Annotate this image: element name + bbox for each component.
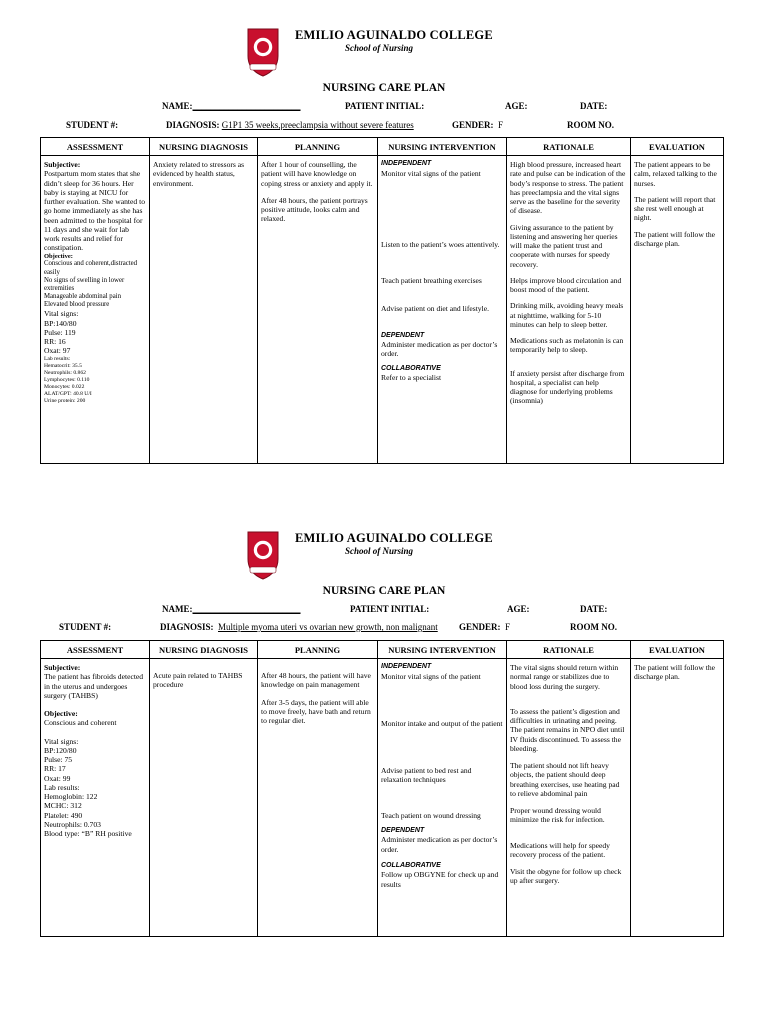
- intervention-item: Follow up OBGYNE for check up and results: [381, 870, 499, 889]
- subjective-text: Postpartum mom states that she didn’t sleep for 36 hours. Her baby is staying at NICU for further evaluation. She wanted to go home immediately as she has been admitted to the hospital for 11 days and she wait for lab work results and relief for constipation.: [44, 169, 146, 253]
- lab-line: ALAT/GPT: 40.8 U/I: [44, 390, 92, 397]
- lab-line: Lab results:: [44, 355, 71, 362]
- planning-cell: [258, 659, 378, 937]
- evaluation-item: The patient appears to be calm, relaxed talking to the nurses.: [634, 160, 717, 188]
- student-label: STUDENT #:: [66, 120, 119, 130]
- vital-line: Vital signs:: [44, 736, 79, 746]
- student-label: STUDENT #:: [59, 622, 112, 632]
- patient-initial-label: PATIENT INITIAL:: [345, 101, 425, 111]
- rationale-item: To assess the patient’s digestion and difficulties in urinating and peeing. The patient remains in NPO diet until IV fluids discontinued. To assess the bleeding.: [510, 706, 625, 753]
- rationale-item: High blood pressure, increased heart rate and pulse can be indication of the body’s response to stress. The patient has preeclampsia and the vital signs serve as the baseline for the severity of disease.: [510, 160, 626, 216]
- nursing-diagnosis-text: Anxiety related to stressors as evidenced by health status, environment.: [153, 160, 245, 188]
- rationale-item: Drinking milk, avoiding heavy meals at nighttime, walking for 5-10 minutes can help to sleep better.: [510, 301, 624, 329]
- dependent-label: DEPENDENT: [381, 331, 425, 339]
- header-assessment: ASSESSMENT: [41, 641, 150, 659]
- rationale-item: Proper wound dressing would minimize the risk for infection.: [510, 806, 605, 825]
- objective-line: No signs of swelling in lower extremities: [44, 276, 125, 292]
- objective-label: Objective:: [44, 252, 73, 260]
- vital-line: Vital signs:: [44, 309, 79, 319]
- rationale-item: Helps improve blood circulation and boost mood of the patient.: [510, 275, 622, 294]
- college-seal-logo: [244, 529, 282, 581]
- evaluation-cell: [631, 156, 724, 464]
- plan-title: NURSING CARE PLAN: [322, 585, 446, 597]
- independent-label: INDEPENDENT: [381, 160, 432, 167]
- vital-signs-list: [44, 737, 146, 839]
- care-plan-table: [40, 137, 724, 464]
- school-name: School of Nursing: [345, 43, 414, 53]
- vital-line: Oxat: 97: [44, 346, 71, 356]
- lab-line: Neutrophils: 0.862: [44, 369, 86, 376]
- objective-line: Manageable abdominal pain: [44, 293, 122, 301]
- rationale-item: Giving assurance to the patient by listening and answering her queries will make the patient trust and cooperate with nurses for speedy recovery.: [510, 222, 618, 269]
- dependent-label: DEPENDENT: [381, 826, 425, 834]
- name-field: NAME:________________________: [162, 604, 301, 614]
- intervention-cell: [378, 659, 507, 937]
- lab-line: Monocytes: 0.022: [44, 383, 85, 390]
- evaluation-item: The patient will report that she rest well enough at night.: [634, 194, 716, 223]
- table-body-row: [41, 156, 724, 464]
- independent-label: INDEPENDENT: [381, 663, 432, 670]
- date-label: DATE:: [580, 604, 608, 614]
- gender-field: GENDER: F: [459, 622, 511, 632]
- rationale-item: If anxiety persist after discharge from hospital, a specialist can help diagnose for underlying problems (insomnia): [510, 368, 625, 406]
- vital-line: Platelet: 490: [44, 810, 83, 820]
- planning-item: After 1 hour of counselling, the patient will have knowledge on coping stress or anxiety and apply it.: [261, 160, 373, 188]
- college-seal-logo: [244, 26, 282, 78]
- rationale-item: The vital signs should return within normal range or stabilizes due to blood loss during the surgery.: [510, 663, 619, 691]
- header-assessment: ASSESSMENT: [41, 138, 150, 156]
- room-label: ROOM NO.: [567, 120, 614, 130]
- care-plan-table: [40, 640, 724, 937]
- name-field: NAME:________________________: [162, 101, 301, 111]
- age-label: AGE:: [507, 604, 530, 614]
- header-rationale: RATIONALE: [507, 138, 631, 156]
- subjective-text: The patient has fibroids detected in the uterus and undergoes surgery (TAHBS): [44, 672, 144, 700]
- vital-line: BP:140/80: [44, 318, 77, 328]
- vital-line: BP:120/80: [44, 745, 77, 755]
- intervention-item: Teach patient on wound dressing: [381, 810, 481, 820]
- nursing-diagnosis-cell: [150, 156, 258, 464]
- nursing-diagnosis-text: Acute pain related to TAHBS procedure: [153, 671, 243, 690]
- rationale-item: The patient should not lift heavy objects, the patient should deep breathing exercises, use heating pad to relieve abdominal pain: [510, 761, 620, 798]
- header-rationale: RATIONALE: [507, 641, 631, 659]
- objective-label: Objective:: [44, 709, 78, 718]
- intervention-item: Teach patient breathing exercises: [381, 276, 482, 286]
- objective-line: Conscious and coherent: [44, 718, 117, 728]
- header-nursing-diagnosis: NURSING DIAGNOSIS: [150, 641, 258, 659]
- lab-line: Hematocrit: 35.5: [44, 362, 82, 369]
- vital-line: MCHC: 312: [44, 801, 82, 811]
- intervention-item: Monitor vital signs of the patient: [381, 168, 481, 178]
- subjective-label: Subjective:: [44, 160, 81, 169]
- college-name: EMILIO AGUINALDO COLLEGE: [295, 531, 493, 545]
- diagnosis-field: DIAGNOSIS: G1P1 35 weeks,preeclampsia without severe features: [166, 120, 414, 130]
- header-nursing-intervention: NURSING INTERVENTION: [378, 138, 507, 156]
- vital-line: Pulse: 75: [44, 755, 73, 764]
- intervention-item: Refer to a specialist: [381, 373, 442, 383]
- vital-line: Hemoglobin: 122: [44, 792, 98, 801]
- header-planning: PLANNING: [258, 138, 378, 156]
- header-nursing-diagnosis: NURSING DIAGNOSIS: [150, 138, 258, 156]
- planning-item: After 48 hours, the patient will have knowledge on pain management: [261, 671, 371, 690]
- room-label: ROOM NO.: [570, 622, 617, 632]
- plan-title: NURSING CARE PLAN: [322, 82, 446, 94]
- patient-initial-label: PATIENT INITIAL:: [350, 604, 430, 614]
- gender-field: GENDER: F: [452, 120, 504, 130]
- objective-list: [44, 260, 146, 309]
- assessment-cell: [41, 659, 150, 937]
- vital-line: Pulse: 119: [44, 327, 76, 337]
- planning-item: After 48 hours, the patient portrays positive attitude, looks calm and relaxed.: [261, 195, 368, 224]
- table-header-row: [41, 138, 724, 156]
- intervention-item: Listen to the patient’s woes attentively.: [381, 239, 500, 249]
- header-evaluation: EVALUATION: [631, 641, 724, 659]
- intervention-item: Monitor intake and output of the patient: [381, 718, 503, 728]
- rationale-item: Visit the obgyne for follow up check up after surgery.: [510, 867, 622, 886]
- table-body-row: [41, 659, 724, 937]
- intervention-item: Administer medication as per doctor’s order.: [381, 835, 498, 854]
- header-evaluation: EVALUATION: [631, 138, 724, 156]
- planning-item: After 3-5 days, the patient will able to move freely, have bath and return to regular diet.: [261, 697, 371, 725]
- date-label: DATE:: [580, 101, 608, 111]
- collaborative-label: COLLABORATIVE: [381, 364, 441, 372]
- rationale-item: Medications such as melatonin is can temporarily help to sleep.: [510, 336, 624, 355]
- assessment-cell: [41, 156, 150, 464]
- planning-cell: [258, 156, 378, 464]
- rationale-cell: [507, 156, 631, 464]
- collaborative-label: COLLABORATIVE: [381, 861, 441, 869]
- rationale-cell: [507, 659, 631, 937]
- objective-line: Elevated blood pressure: [44, 301, 110, 309]
- vital-line: Neutrophils: 0.703: [44, 819, 101, 829]
- rationale-item: Medications will help for speedy recovery process of the patient.: [510, 840, 610, 859]
- intervention-item: Advise patient to bed rest and relaxation techniques: [381, 766, 472, 785]
- evaluation-cell: [631, 659, 724, 937]
- intervention-item: Monitor vital signs of the patient: [381, 671, 481, 681]
- header-planning: PLANNING: [258, 641, 378, 659]
- diagnosis-field: DIAGNOSIS: Multiple myoma uteri vs ovarian new growth, non malignant: [160, 622, 438, 632]
- intervention-item: Advise patient on diet and lifestyle.: [381, 304, 489, 314]
- lab-line: Lymphocytes: 0.110: [44, 376, 90, 383]
- intervention-cell: [378, 156, 507, 464]
- age-label: AGE:: [505, 101, 528, 111]
- college-name: EMILIO AGUINALDO COLLEGE: [295, 28, 493, 42]
- objective-line: Conscious and coherent,distracted easily: [44, 260, 138, 276]
- vital-line: RR: 16: [44, 337, 66, 347]
- vital-line: Blood type: “B” RH positive: [44, 829, 132, 838]
- nursing-diagnosis-cell: [150, 659, 258, 937]
- lab-line: Urine protein: 200: [44, 397, 86, 404]
- vital-line: Lab results:: [44, 782, 80, 792]
- vital-line: Oxat: 99: [44, 773, 71, 783]
- vital-signs-list: [44, 309, 146, 355]
- evaluation-item: The patient will follow the discharge plan.: [634, 229, 715, 248]
- school-name: School of Nursing: [345, 546, 414, 556]
- table-header-row: [41, 641, 724, 659]
- header-nursing-intervention: NURSING INTERVENTION: [378, 641, 507, 659]
- vital-line: RR: 17: [44, 764, 66, 774]
- subjective-label: Subjective:: [44, 663, 81, 672]
- intervention-item: Administer medication as per doctor’s order.: [381, 340, 498, 359]
- evaluation-item: The patient will follow the discharge plan.: [634, 663, 715, 682]
- lab-results-list: [44, 356, 146, 405]
